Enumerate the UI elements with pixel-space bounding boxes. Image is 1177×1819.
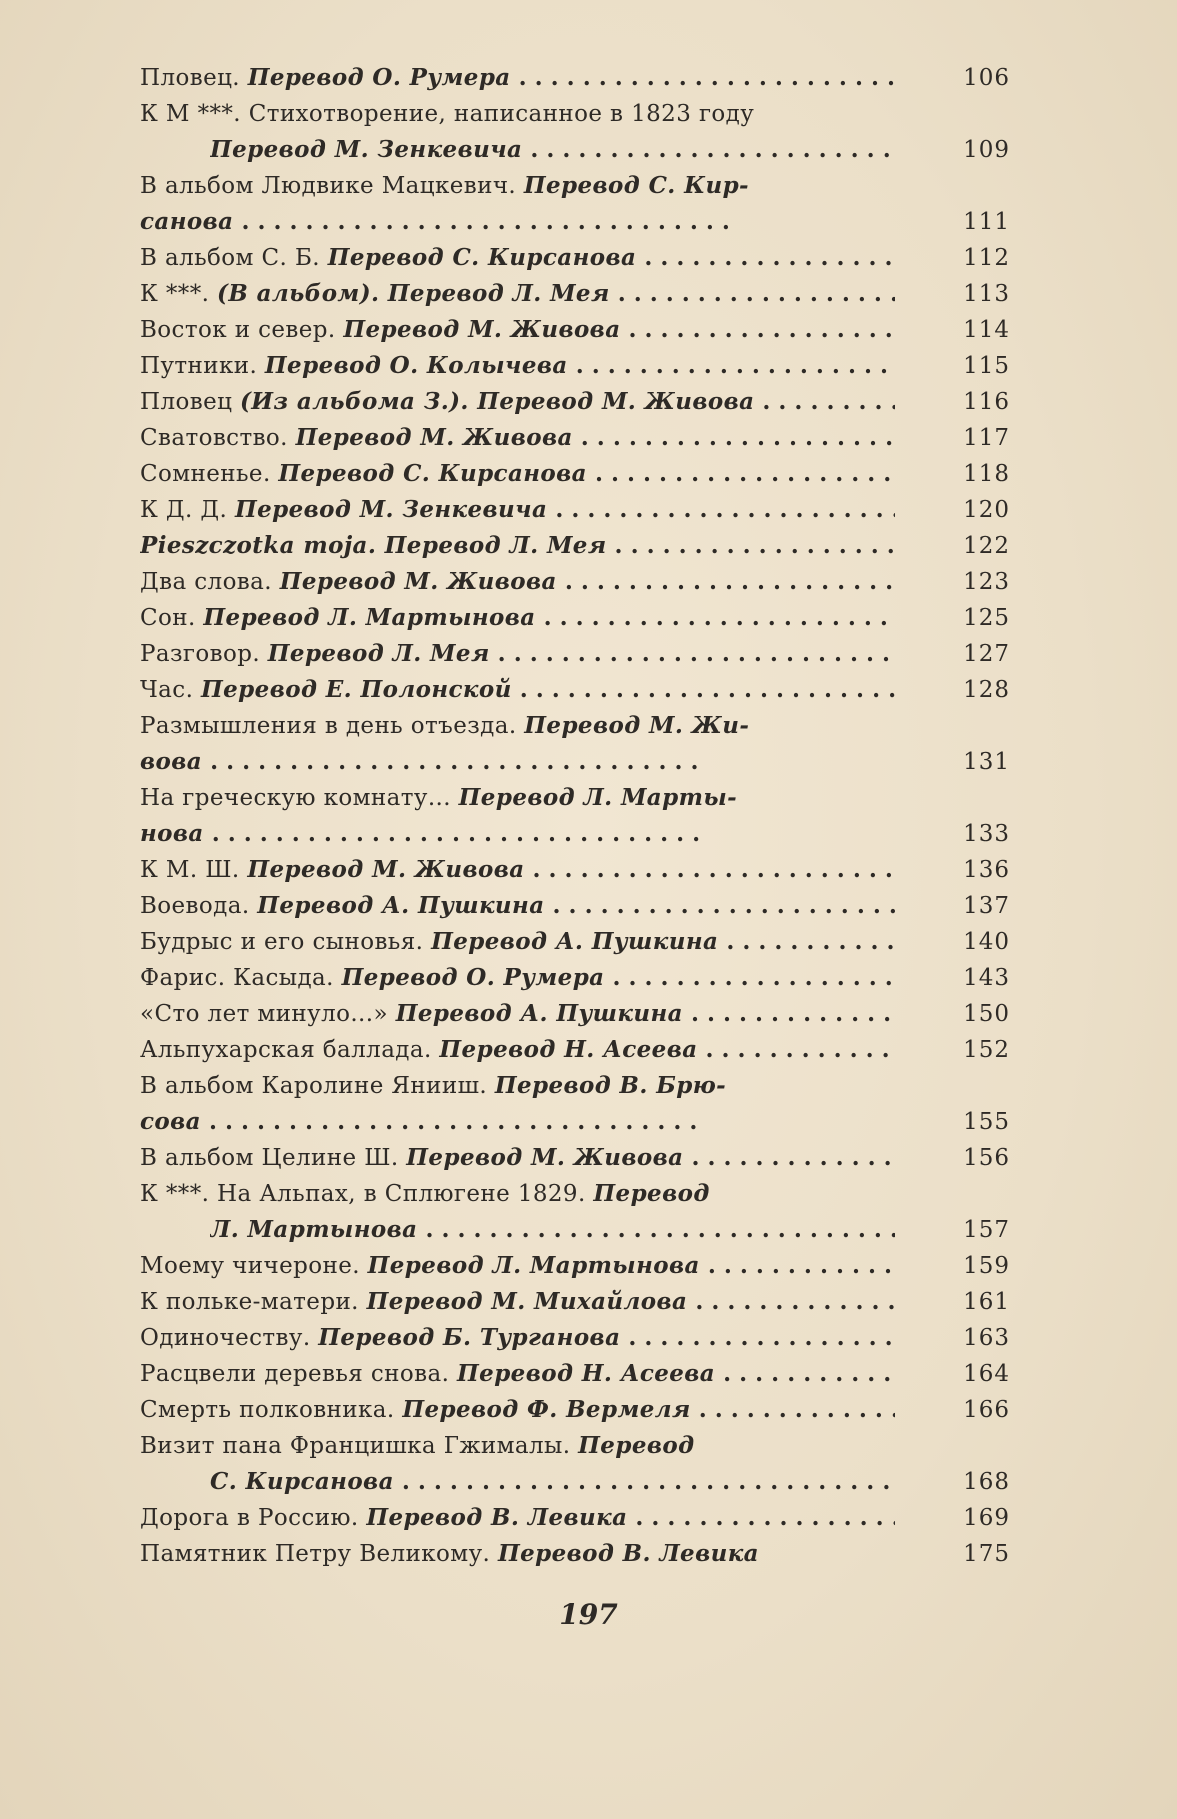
toc-line xyxy=(140,1140,1010,1176)
toc-line xyxy=(140,744,1010,780)
toc-page-number: 140 xyxy=(963,929,1010,955)
toc-line-text xyxy=(140,708,895,744)
toc-line-text xyxy=(140,600,895,636)
translator-credit: Перевод Б. Турганова xyxy=(318,1324,621,1351)
poem-title: Дорога в Россию. xyxy=(140,1505,359,1531)
toc-line-text xyxy=(140,564,895,600)
toc-line-text xyxy=(140,1500,895,1536)
toc-line-text xyxy=(140,1320,895,1356)
leader-dots xyxy=(754,388,895,415)
leader-dots xyxy=(557,568,895,595)
translator-credit: Перевод Л. Марты- xyxy=(458,784,738,811)
leader-dots xyxy=(490,640,895,667)
toc-line xyxy=(140,1500,1010,1536)
toc-line-text xyxy=(140,1248,895,1284)
toc-line-text xyxy=(140,816,895,852)
toc-page-number: 127 xyxy=(963,641,1010,667)
toc-page-number: 109 xyxy=(963,137,1010,163)
toc-line xyxy=(140,636,1010,672)
toc-page-number: 122 xyxy=(963,533,1010,559)
translator-credit: Перевод Л. Мартынова xyxy=(367,1252,700,1279)
leader-dots xyxy=(202,748,698,775)
toc-line-text xyxy=(140,348,895,384)
toc-page-number: 155 xyxy=(963,1109,1010,1135)
translator-credit: Перевод xyxy=(578,1432,695,1459)
toc-line-text xyxy=(140,168,895,204)
leader-dots xyxy=(536,604,895,631)
toc-line xyxy=(140,204,1010,240)
poem-title: Будрыс и его сыновья. xyxy=(140,929,424,955)
toc-line-text xyxy=(140,1284,895,1320)
leader-dots xyxy=(683,1000,895,1027)
translator-credit: Перевод М. Живова xyxy=(295,424,573,451)
poem-title: Два слова. xyxy=(140,569,272,595)
translator-credit: Перевод Ф. Вермеля xyxy=(402,1396,691,1423)
leader-dots xyxy=(607,532,895,559)
translator-credit: С. Кирсанова xyxy=(210,1468,394,1495)
toc-line xyxy=(140,888,1010,924)
translator-credit: Перевод М. Зенкевича xyxy=(210,136,523,163)
translator-credit: Перевод С. Кирсанова xyxy=(278,460,587,487)
toc-page-number: 116 xyxy=(963,389,1010,415)
translator-credit: Перевод М. Живова xyxy=(247,856,525,883)
toc-page-number: 131 xyxy=(963,749,1010,775)
toc-line xyxy=(140,996,1010,1032)
translator-credit: Перевод М. Зенкевича xyxy=(234,496,548,523)
leader-dots xyxy=(683,1144,895,1171)
toc-line-text xyxy=(140,1536,895,1572)
poem-title: К ***. На Альпах, в Сплюгене 1829. xyxy=(140,1181,586,1207)
toc-line xyxy=(140,852,1010,888)
toc-line-text xyxy=(140,1356,895,1392)
toc-line-text xyxy=(140,636,895,672)
toc-line xyxy=(140,276,1010,312)
toc-line xyxy=(140,1356,1010,1392)
leader-dots xyxy=(568,352,895,379)
leader-dots xyxy=(233,208,729,235)
translator-credit: Перевод Н. Асеева xyxy=(439,1036,698,1063)
toc-line-text xyxy=(140,1392,895,1428)
leader-dots xyxy=(636,244,895,271)
toc-line xyxy=(140,1464,1010,1500)
page-number: 197 xyxy=(559,1598,618,1631)
toc-line-text xyxy=(140,384,895,420)
toc-line xyxy=(140,924,1010,960)
toc-line xyxy=(140,600,1010,636)
toc-line-text xyxy=(140,672,895,708)
toc-line-text xyxy=(140,960,895,996)
translator-credit: (Из альбома З.). Перевод М. Живова xyxy=(240,388,755,415)
toc-page-number: 125 xyxy=(963,605,1010,631)
poem-title: В альбом Людвике Мацкевич. xyxy=(140,173,517,199)
toc-line-text xyxy=(140,240,895,276)
toc-line xyxy=(140,240,1010,276)
toc-line xyxy=(140,1212,1010,1248)
leader-dots xyxy=(587,460,895,487)
toc-line-text xyxy=(140,888,895,924)
toc-line xyxy=(140,1032,1010,1068)
poem-title: Сон. xyxy=(140,605,196,631)
translator-credit: Перевод Л. Мартынова xyxy=(203,604,536,631)
poem-title: Размышления в день отъезда. xyxy=(140,713,517,739)
toc-page-number: 112 xyxy=(963,245,1010,271)
translator-credit: Перевод Е. Полонской xyxy=(201,676,512,703)
poem-title: Разговор. xyxy=(140,641,261,667)
toc-page-number: 157 xyxy=(963,1217,1010,1243)
translator-credit: Перевод С. Кир- xyxy=(523,172,749,199)
poem-title: Воевода. xyxy=(140,893,250,919)
leader-dots xyxy=(512,676,895,703)
translator-credit: Перевод xyxy=(593,1180,710,1207)
translator-credit: нова xyxy=(140,820,204,847)
toc-page-number: 113 xyxy=(963,281,1010,307)
toc-line xyxy=(140,456,1010,492)
toc-page-number: 152 xyxy=(963,1037,1010,1063)
poem-title: Моему чичероне. xyxy=(140,1253,360,1279)
toc-line-text xyxy=(140,780,895,816)
toc-line-text xyxy=(140,456,895,492)
leader-dots xyxy=(511,64,895,91)
toc-line-text xyxy=(140,312,895,348)
toc-page-number: 143 xyxy=(963,965,1010,991)
translator-credit: вова xyxy=(140,748,203,775)
toc-line-text xyxy=(140,528,895,564)
toc-line xyxy=(140,384,1010,420)
poem-title: На греческую комнату... xyxy=(140,785,451,811)
toc-line-text xyxy=(140,1428,895,1464)
toc-page-number: 156 xyxy=(963,1145,1010,1171)
toc-line xyxy=(140,1284,1010,1320)
toc-line xyxy=(140,312,1010,348)
toc-line xyxy=(140,420,1010,456)
toc-page-number: 163 xyxy=(963,1325,1010,1351)
leader-dots xyxy=(547,496,895,523)
toc-line xyxy=(140,1248,1010,1284)
toc-line-text xyxy=(210,1212,895,1248)
toc-line xyxy=(140,1320,1010,1356)
toc-line-text xyxy=(140,60,895,96)
toc-page-number: 137 xyxy=(963,893,1010,919)
poem-title: Сомненье. xyxy=(140,461,271,487)
leader-dots xyxy=(700,1252,895,1279)
toc-line-text xyxy=(140,1140,895,1176)
poem-title: К М. Ш. xyxy=(140,857,240,883)
toc-line-text xyxy=(140,96,895,132)
toc-page-number: 106 xyxy=(963,65,1010,91)
toc-line xyxy=(140,348,1010,384)
toc-page-number: 168 xyxy=(963,1469,1010,1495)
poem-title: Пловец xyxy=(140,389,233,415)
toc-line xyxy=(140,1428,1010,1464)
poem-title: Фарис. Касыда. xyxy=(140,965,334,991)
toc-line xyxy=(140,1176,1010,1212)
translator-credit: Перевод М. Живова xyxy=(343,316,621,343)
toc-line xyxy=(140,672,1010,708)
leader-dots xyxy=(605,964,896,991)
toc-line xyxy=(140,1104,1010,1140)
toc-line-text xyxy=(140,1104,895,1140)
toc-line xyxy=(140,564,1010,600)
toc-page-number: 118 xyxy=(963,461,1010,487)
toc-line xyxy=(140,1068,1010,1104)
translator-credit: Л. Мартынова xyxy=(210,1216,418,1243)
toc-line-text xyxy=(140,276,895,312)
toc-page-number: 169 xyxy=(963,1505,1010,1531)
translator-credit: Перевод О. Колычева xyxy=(264,352,568,379)
leader-dots xyxy=(691,1396,895,1423)
table-of-contents xyxy=(140,60,1010,1572)
translator-credit: Перевод М. Живова xyxy=(406,1144,684,1171)
translator-credit: санова xyxy=(140,208,234,235)
poem-title: Смерть полковника. xyxy=(140,1397,395,1423)
translator-credit: Перевод М. Живова xyxy=(279,568,557,595)
poem-title: К Д. Д. xyxy=(140,497,228,523)
toc-line-text xyxy=(210,1464,895,1500)
toc-page-number: 164 xyxy=(963,1361,1010,1387)
toc-page-number: 123 xyxy=(963,569,1010,595)
toc-page-number: 161 xyxy=(963,1289,1010,1315)
translator-credit: Перевод М. Михайлова xyxy=(366,1288,688,1315)
poem-title: «Сто лет минуло...» xyxy=(140,1001,388,1027)
toc-line xyxy=(140,492,1010,528)
translator-credit: Перевод А. Пушкина xyxy=(395,1000,683,1027)
poem-title: Пловец. xyxy=(140,65,240,91)
toc-line xyxy=(140,1392,1010,1428)
toc-line xyxy=(140,60,1010,96)
toc-page-number: 136 xyxy=(963,857,1010,883)
poem-title: Альпухарская баллада. xyxy=(140,1037,432,1063)
leader-dots xyxy=(627,1504,895,1531)
translator-credit: Перевод Н. Асеева xyxy=(457,1360,716,1387)
poem-title: В альбом Каролине Янииш. xyxy=(140,1073,488,1099)
toc-line-text xyxy=(140,744,895,780)
leader-dots xyxy=(621,316,896,343)
toc-line xyxy=(140,132,1010,168)
poem-title: В альбом Целине Ш. xyxy=(140,1145,399,1171)
leader-dots xyxy=(620,1324,895,1351)
toc-page-number: 175 xyxy=(963,1541,1010,1567)
toc-line-text xyxy=(140,996,895,1032)
toc-line-text xyxy=(140,492,895,528)
translator-credit: Перевод А. Пушкина xyxy=(257,892,545,919)
leader-dots xyxy=(417,1216,895,1243)
leader-dots xyxy=(201,1108,697,1135)
toc-page-number: 117 xyxy=(963,425,1010,451)
toc-line-text xyxy=(210,132,895,168)
translator-credit: (В альбом). Перевод Л. Мея xyxy=(217,280,610,307)
toc-line xyxy=(140,168,1010,204)
toc-page-number: 115 xyxy=(963,353,1010,379)
translator-credit: Перевод В. Левика xyxy=(366,1504,628,1531)
toc-line xyxy=(140,816,1010,852)
poem-title: Памятник Петру Великому. xyxy=(140,1541,491,1567)
toc-page-number: 166 xyxy=(963,1397,1010,1423)
toc-line xyxy=(140,960,1010,996)
translator-credit: Перевод Л. Мея xyxy=(267,640,490,667)
translator-credit: сова xyxy=(140,1108,201,1135)
leader-dots xyxy=(687,1288,895,1315)
poem-title: К М ***. Стихотворение, написанное в 1823 году xyxy=(140,101,755,127)
toc-line-text xyxy=(140,1032,895,1068)
translator-credit: Перевод В. Левика xyxy=(497,1540,759,1567)
toc-page-number: 120 xyxy=(963,497,1010,523)
poem-title: Визит пана Францишка Гжималы. xyxy=(140,1433,571,1459)
leader-dots xyxy=(715,1360,895,1387)
toc-page-number: 128 xyxy=(963,677,1010,703)
poem-title: Путники. xyxy=(140,353,258,379)
poem-title: Расцвели деревья снова. xyxy=(140,1361,450,1387)
poem-title: Одиночеству. xyxy=(140,1325,311,1351)
leader-dots xyxy=(610,280,895,307)
toc-page-number: 114 xyxy=(963,317,1010,343)
poem-title: К польке-матери. xyxy=(140,1289,359,1315)
translator-credit: Перевод О. Румера xyxy=(247,64,511,91)
leader-dots xyxy=(718,928,895,955)
poem-title: В альбом С. Б. xyxy=(140,245,320,271)
toc-line-text xyxy=(140,1068,895,1104)
toc-line-text xyxy=(140,924,895,960)
leader-dots xyxy=(204,820,700,847)
toc-page-number: 150 xyxy=(963,1001,1010,1027)
toc-line xyxy=(140,708,1010,744)
translator-credit: Перевод С. Кирсанова xyxy=(327,244,637,271)
toc-line xyxy=(140,96,1010,132)
poem-title: Час. xyxy=(140,677,194,703)
leader-dots xyxy=(573,424,895,451)
toc-line xyxy=(140,1536,1010,1572)
leader-dots xyxy=(698,1036,895,1063)
leader-dots xyxy=(522,136,895,163)
poem-title: Восток и север. xyxy=(140,317,336,343)
toc-line-text xyxy=(140,420,895,456)
translator-credit: Перевод О. Румера xyxy=(341,964,605,991)
toc-line-text xyxy=(140,1176,895,1212)
toc-line-text xyxy=(140,204,895,240)
translator-credit: Перевод М. Жи- xyxy=(524,712,750,739)
leader-dots xyxy=(525,856,895,883)
toc-line-text xyxy=(140,852,895,888)
toc-line xyxy=(140,780,1010,816)
leader-dots xyxy=(545,892,895,919)
translator-credit: Перевод А. Пушкина xyxy=(431,928,719,955)
poem-title: К ***. xyxy=(140,281,210,307)
toc-page-number: 133 xyxy=(963,821,1010,847)
translator-credit: Перевод В. Брю- xyxy=(494,1072,727,1099)
toc-line xyxy=(140,528,1010,564)
toc-page-number: 111 xyxy=(963,209,1010,235)
leader-dots xyxy=(394,1468,890,1495)
translator-credit: Pieszczotka moja. Перевод Л. Мея xyxy=(140,532,607,559)
toc-page-number: 159 xyxy=(963,1253,1010,1279)
poem-title: Сватовство. xyxy=(140,425,288,451)
